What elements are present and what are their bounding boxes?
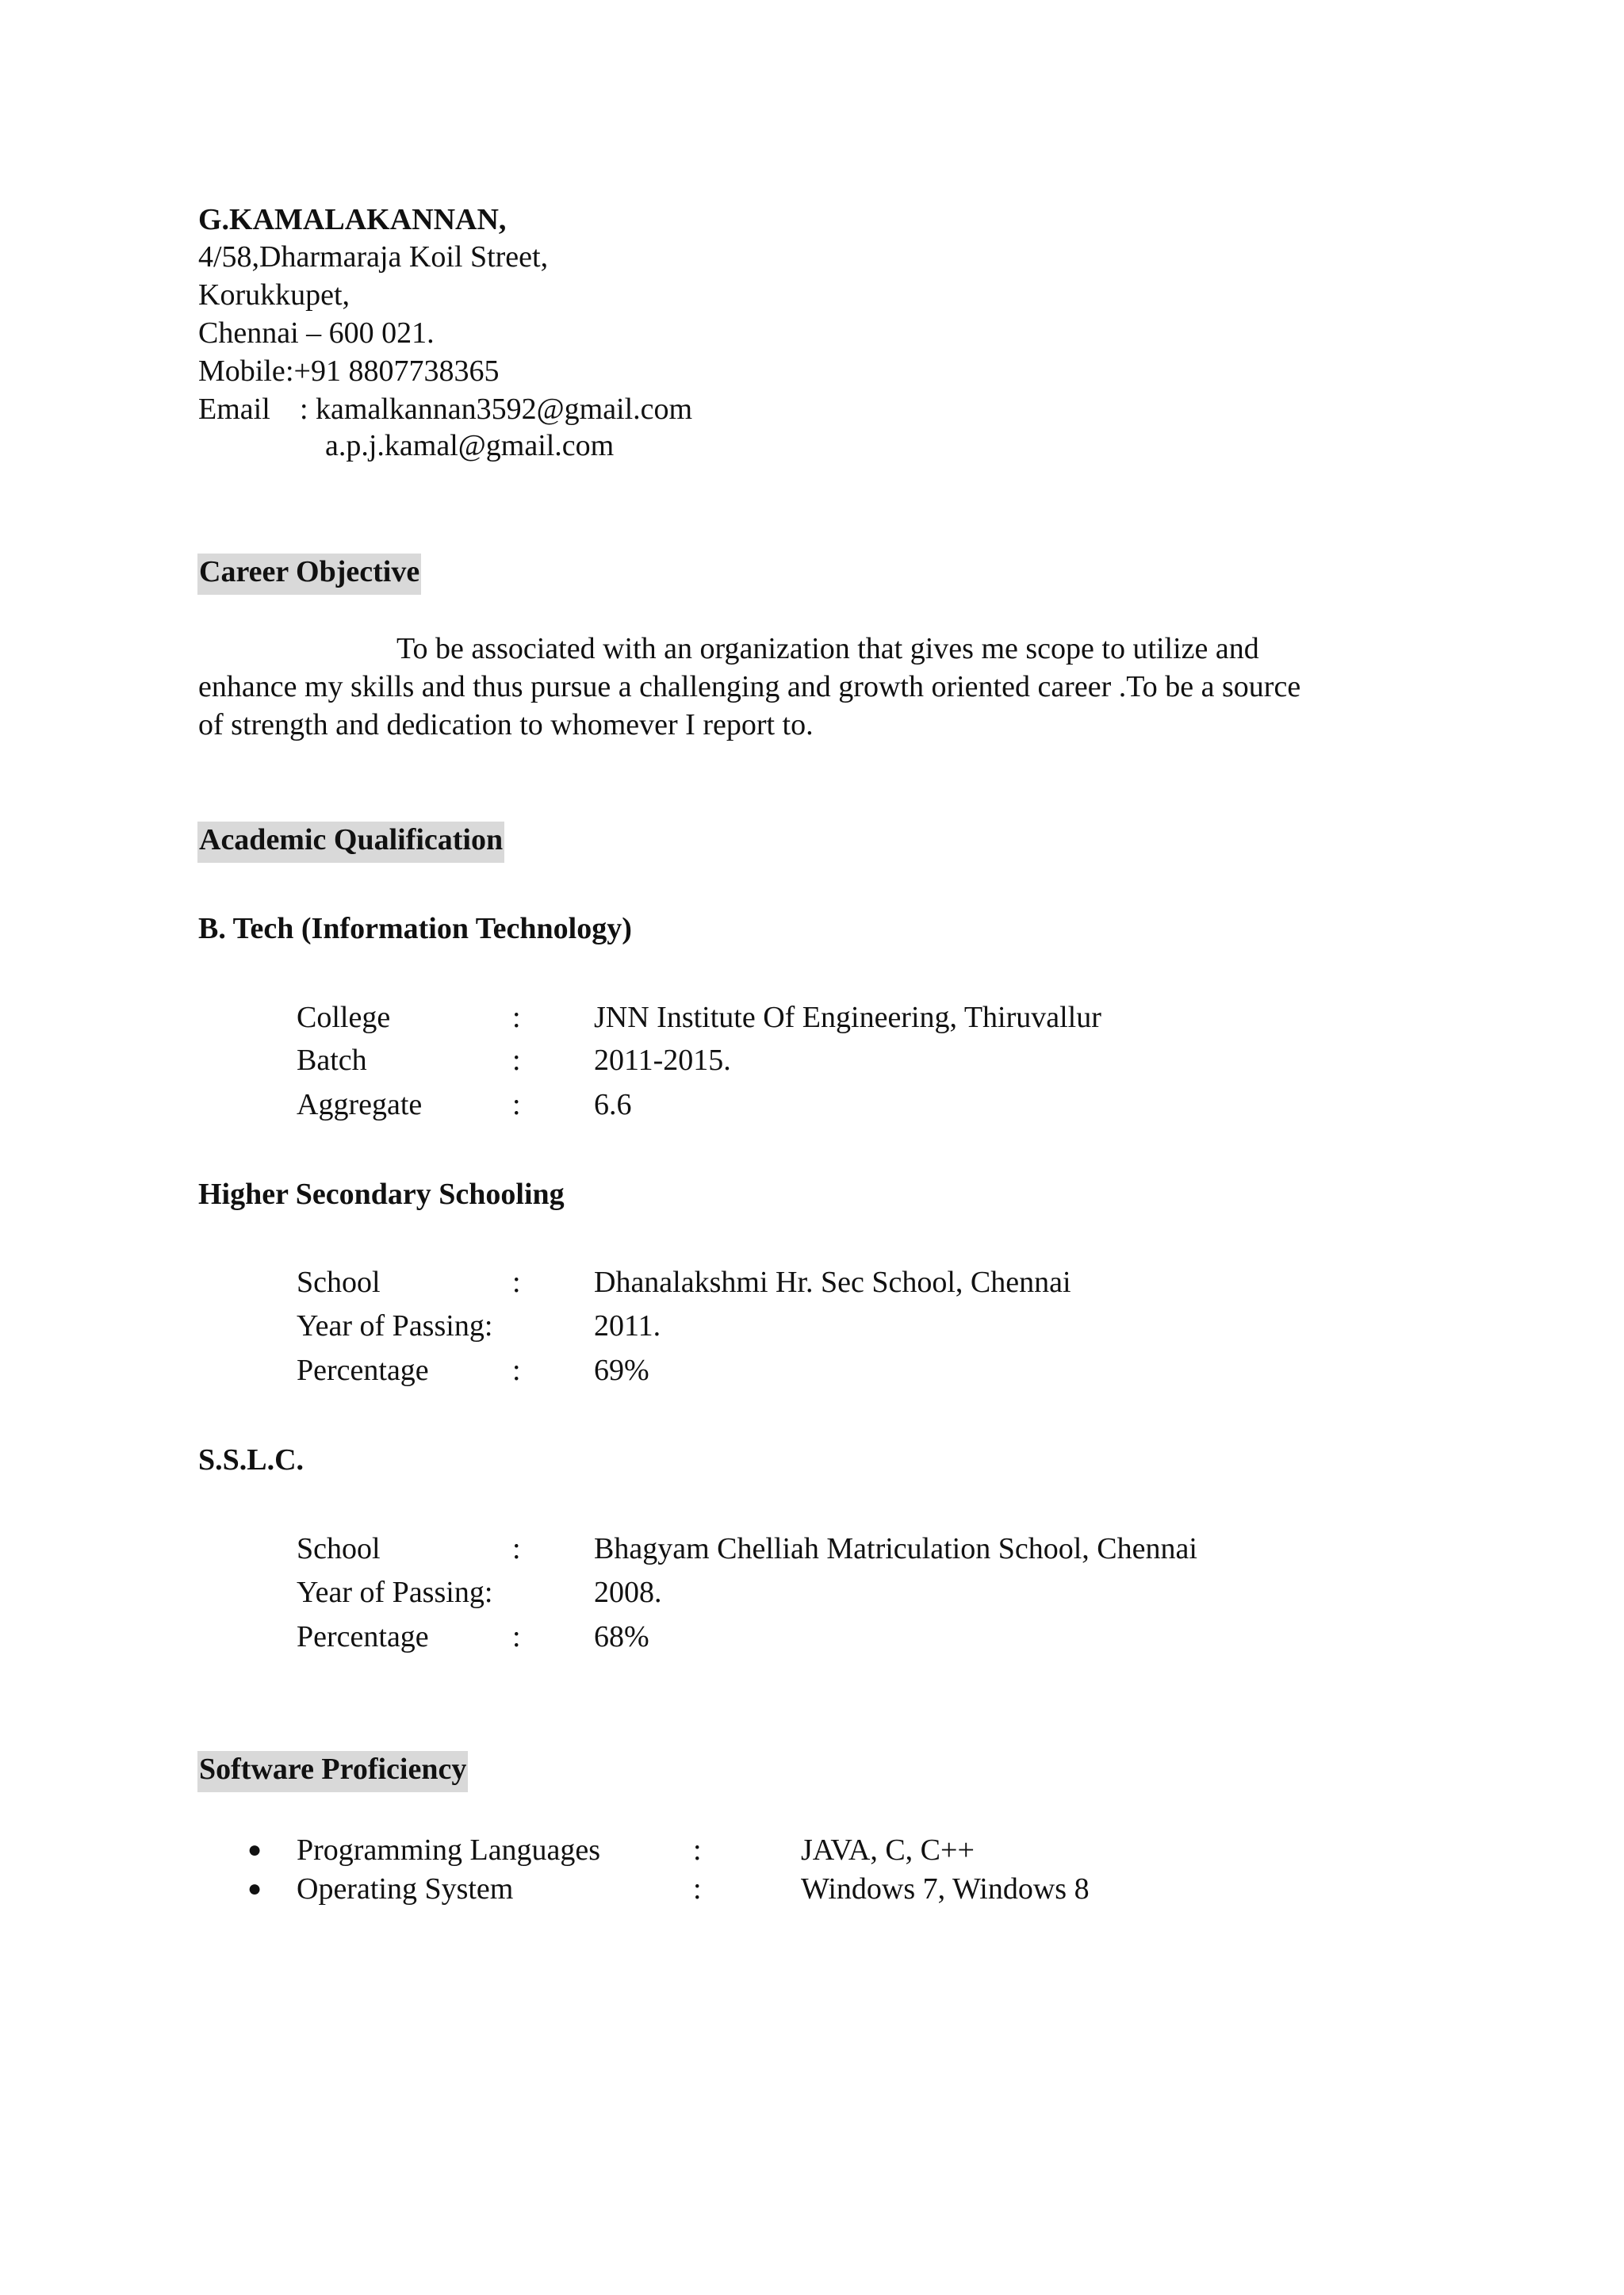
row-value: Bhagyam Chelliah Matriculation School, Chennai (594, 1532, 1197, 1565)
row-label: Percentage (297, 1620, 429, 1653)
row-value: 68% (594, 1620, 649, 1653)
career-line: enhance my skills and thus pursue a challenging and growth oriented career .To be a source (198, 670, 1301, 703)
row-value: JNN Institute Of Engineering, Thiruvallur (594, 1001, 1101, 1034)
list-item-separator: : (693, 1872, 702, 1906)
career-objective-text (198, 630, 1419, 744)
row-value: 2011. (594, 1309, 661, 1343)
row-value: Dhanalakshmi Hr. Sec School, Chennai (594, 1266, 1071, 1299)
row-separator: : (512, 1620, 521, 1653)
row-label: Year of Passing: (297, 1576, 493, 1609)
row-separator: : (512, 1044, 521, 1077)
software-proficiency-heading: Software Proficiency (197, 1751, 468, 1792)
row-separator: : (512, 1354, 521, 1387)
career-line: To be associated with an organization that gives me scope to utilize and (396, 632, 1259, 665)
bullet-icon: ● (247, 1837, 262, 1863)
hsc-title: Higher Secondary Schooling (198, 1178, 565, 1211)
row-label: School (297, 1532, 381, 1565)
address-line-2: Korukkupet, (198, 278, 350, 312)
bullet-icon: ● (247, 1875, 262, 1902)
row-value: 2008. (594, 1576, 662, 1609)
row-separator: : (512, 1266, 521, 1299)
row-label: Percentage (297, 1354, 429, 1387)
row-value: 69% (594, 1354, 649, 1387)
btech-title: B. Tech (Information Technology) (198, 912, 632, 945)
email-secondary: a.p.j.kamal@gmail.com (325, 429, 615, 462)
email-label: Email (198, 393, 270, 426)
address-line-1: 4/58,Dharmaraja Koil Street, (198, 240, 549, 274)
row-label: School (297, 1266, 381, 1299)
career-objective-heading: Career Objective (197, 554, 421, 595)
sslc-title: S.S.L.C. (198, 1443, 304, 1477)
list-item-value: Windows 7, Windows 8 (801, 1872, 1090, 1906)
row-separator: : (512, 1088, 521, 1121)
row-separator: : (512, 1001, 521, 1034)
career-line: of strength and dedication to whomever I report to. (198, 708, 814, 741)
row-value: 6.6 (594, 1088, 632, 1121)
candidate-name: G.KAMALAKANNAN, (198, 203, 507, 236)
row-label: College (297, 1001, 391, 1034)
row-label: Aggregate (297, 1088, 423, 1121)
list-item-label: Operating System (297, 1872, 514, 1906)
list-item-value: JAVA, C, C++ (801, 1833, 975, 1867)
list-item-separator: : (693, 1833, 702, 1867)
row-separator: : (512, 1532, 521, 1565)
row-label: Year of Passing: (297, 1309, 493, 1343)
row-label: Batch (297, 1044, 367, 1077)
email-primary: : kamalkannan3592@gmail.com (300, 393, 693, 426)
mobile-value: :+91 8807738365 (285, 354, 500, 388)
list-item-label: Programming Languages (297, 1833, 601, 1867)
address-line-3: Chennai – 600 021. (198, 316, 435, 350)
row-value: 2011-2015. (594, 1044, 731, 1077)
academic-qualification-heading: Academic Qualification (197, 822, 504, 863)
mobile-label: Mobile (198, 354, 285, 388)
